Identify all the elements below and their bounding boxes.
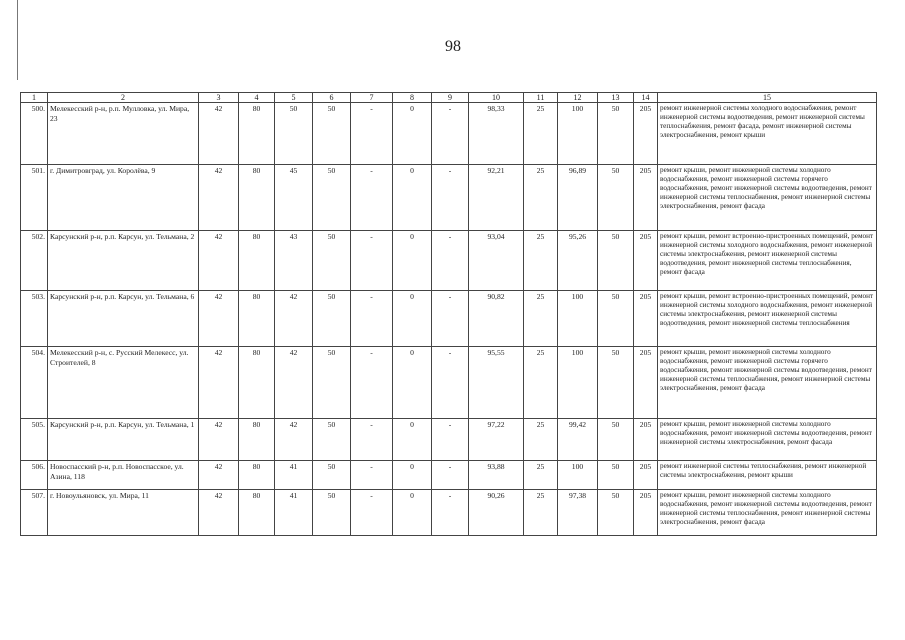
column-header: 11 <box>524 93 558 103</box>
value-cell-c14: 205 <box>634 347 658 419</box>
value-cell-c8: 0 <box>393 103 432 165</box>
table-body <box>21 103 877 536</box>
address-cell: Новоспасский р-н, р.п. Новоспасское, ул. Азина, 118 <box>48 461 199 490</box>
works-cell: ремонт крыши, ремонт встроенно-пристроенных помещений, ремонт инженерной системы холодного водоснабжения, ремонт инженерной системы электроснабжения, ремонт инженерной системы водоотведения, ремонт инженерной системы теплоснабжения <box>658 291 877 347</box>
value-cell-c8: 0 <box>393 291 432 347</box>
works-cell: ремонт инженерной системы холодного водоснабжения, ремонт инженерной системы водоотведения, ремонт инженерной системы теплоснабжения, ремонт фасада, ремонт инженерной системы электроснабжения, ремонт крыши <box>658 103 877 165</box>
value-cell-c9: - <box>432 231 469 291</box>
value-cell-c6: 50 <box>313 490 351 536</box>
table-row <box>21 490 877 536</box>
value-cell-c8: 0 <box>393 231 432 291</box>
value-cell-c4: 80 <box>239 461 275 490</box>
column-header: 9 <box>432 93 469 103</box>
value-cell-c9: - <box>432 347 469 419</box>
value-cell-c11: 25 <box>524 165 558 231</box>
value-cell-c4: 80 <box>239 347 275 419</box>
column-header: 7 <box>351 93 393 103</box>
row-number: 505. <box>21 419 48 461</box>
page-number: 98 <box>445 38 461 55</box>
value-cell-c5: 50 <box>275 103 313 165</box>
value-cell-c5: 42 <box>275 419 313 461</box>
value-cell-c12: 100 <box>558 461 598 490</box>
value-cell-c14: 205 <box>634 461 658 490</box>
value-cell-c3: 42 <box>199 103 239 165</box>
works-cell: ремонт крыши, ремонт инженерной системы холодного водоснабжения, ремонт инженерной системы водоотведения, ремонт инженерной системы теплоснабжения, ремонт инженерной системы электроснабжения, ремонт фасада <box>658 490 877 536</box>
value-cell-c10: 93,88 <box>469 461 524 490</box>
value-cell-c6: 50 <box>313 291 351 347</box>
value-cell-c7: - <box>351 461 393 490</box>
works-cell: ремонт крыши, ремонт встроенно-пристроенных помещений, ремонт инженерной системы холодного водоснабжения, ремонт инженерной системы электроснабжения, ремонт инженерной системы водоотведения, ремонт инженерной системы теплоснабжения, ремонт фасада <box>658 231 877 291</box>
value-cell-c13: 50 <box>598 490 634 536</box>
row-number: 501. <box>21 165 48 231</box>
value-cell-c3: 42 <box>199 490 239 536</box>
value-cell-c5: 41 <box>275 461 313 490</box>
column-header: 15 <box>658 93 877 103</box>
value-cell-c9: - <box>432 461 469 490</box>
value-cell-c11: 25 <box>524 291 558 347</box>
value-cell-c8: 0 <box>393 347 432 419</box>
value-cell-c8: 0 <box>393 461 432 490</box>
works-cell: ремонт инженерной системы теплоснабжения, ремонт инженерной системы электроснабжения, ремонт крыши <box>658 461 877 490</box>
value-cell-c4: 80 <box>239 103 275 165</box>
value-cell-c12: 97,38 <box>558 490 598 536</box>
value-cell-c10: 95,55 <box>469 347 524 419</box>
margin-rule <box>17 0 18 80</box>
repair-register-table <box>20 92 877 536</box>
value-cell-c10: 90,26 <box>469 490 524 536</box>
value-cell-c6: 50 <box>313 165 351 231</box>
value-cell-c6: 50 <box>313 231 351 291</box>
value-cell-c9: - <box>432 291 469 347</box>
column-header: 8 <box>393 93 432 103</box>
column-header: 13 <box>598 93 634 103</box>
value-cell-c4: 80 <box>239 231 275 291</box>
value-cell-c12: 96,89 <box>558 165 598 231</box>
address-cell: Мелекесский р-н, с. Русский Мелекесс, ул. Строителей, 8 <box>48 347 199 419</box>
value-cell-c8: 0 <box>393 490 432 536</box>
value-cell-c5: 42 <box>275 347 313 419</box>
row-number: 506. <box>21 461 48 490</box>
value-cell-c7: - <box>351 490 393 536</box>
value-cell-c3: 42 <box>199 291 239 347</box>
column-header: 14 <box>634 93 658 103</box>
table-row <box>21 291 877 347</box>
column-header: 10 <box>469 93 524 103</box>
address-cell: г. Новоульяновск, ул. Мира, 11 <box>48 490 199 536</box>
row-number: 502. <box>21 231 48 291</box>
value-cell-c9: - <box>432 419 469 461</box>
works-cell: ремонт крыши, ремонт инженерной системы холодного водоснабжения, ремонт инженерной системы горячего водоснабжения, ремонт инженерной системы водоотведения, ремонт инженерной системы теплоснабжения, ремонт инженерной системы электроснабжения, ремонт фасада <box>658 165 877 231</box>
value-cell-c14: 205 <box>634 165 658 231</box>
value-cell-c12: 100 <box>558 103 598 165</box>
value-cell-c5: 41 <box>275 490 313 536</box>
value-cell-c13: 50 <box>598 103 634 165</box>
row-number: 507. <box>21 490 48 536</box>
table-row <box>21 419 877 461</box>
value-cell-c5: 45 <box>275 165 313 231</box>
table-row <box>21 103 877 165</box>
value-cell-c11: 25 <box>524 347 558 419</box>
table-row <box>21 461 877 490</box>
works-cell: ремонт крыши, ремонт инженерной системы холодного водоснабжения, ремонт инженерной системы водоотведения, ремонт инженерной системы электроснабжения, ремонт фасада <box>658 419 877 461</box>
column-header: 2 <box>48 93 199 103</box>
column-header: 1 <box>21 93 48 103</box>
value-cell-c9: - <box>432 490 469 536</box>
value-cell-c13: 50 <box>598 461 634 490</box>
column-header: 4 <box>239 93 275 103</box>
value-cell-c14: 205 <box>634 490 658 536</box>
column-header: 12 <box>558 93 598 103</box>
value-cell-c7: - <box>351 347 393 419</box>
row-number: 503. <box>21 291 48 347</box>
value-cell-c5: 43 <box>275 231 313 291</box>
column-header: 5 <box>275 93 313 103</box>
value-cell-c3: 42 <box>199 165 239 231</box>
value-cell-c6: 50 <box>313 347 351 419</box>
value-cell-c11: 25 <box>524 231 558 291</box>
value-cell-c7: - <box>351 165 393 231</box>
value-cell-c13: 50 <box>598 419 634 461</box>
row-number: 504. <box>21 347 48 419</box>
value-cell-c7: - <box>351 419 393 461</box>
value-cell-c7: - <box>351 231 393 291</box>
table-row <box>21 347 877 419</box>
value-cell-c8: 0 <box>393 165 432 231</box>
value-cell-c13: 50 <box>598 165 634 231</box>
value-cell-c3: 42 <box>199 231 239 291</box>
value-cell-c6: 50 <box>313 419 351 461</box>
value-cell-c6: 50 <box>313 103 351 165</box>
value-cell-c9: - <box>432 103 469 165</box>
value-cell-c7: - <box>351 103 393 165</box>
table-row <box>21 165 877 231</box>
value-cell-c10: 90,82 <box>469 291 524 347</box>
value-cell-c5: 42 <box>275 291 313 347</box>
value-cell-c9: - <box>432 165 469 231</box>
value-cell-c11: 25 <box>524 419 558 461</box>
column-header: 3 <box>199 93 239 103</box>
address-cell: Карсунский р-н, р.п. Карсун, ул. Тельмана, 2 <box>48 231 199 291</box>
value-cell-c14: 205 <box>634 231 658 291</box>
address-cell: Мелекесский р-н, р.п. Мулловка, ул. Мира, 23 <box>48 103 199 165</box>
column-header: 6 <box>313 93 351 103</box>
value-cell-c3: 42 <box>199 419 239 461</box>
value-cell-c12: 100 <box>558 347 598 419</box>
value-cell-c3: 42 <box>199 461 239 490</box>
address-cell: Карсунский р-н, р.п. Карсун, ул. Тельмана, 1 <box>48 419 199 461</box>
value-cell-c10: 98,33 <box>469 103 524 165</box>
value-cell-c4: 80 <box>239 165 275 231</box>
value-cell-c14: 205 <box>634 291 658 347</box>
value-cell-c10: 97,22 <box>469 419 524 461</box>
row-number: 500. <box>21 103 48 165</box>
value-cell-c13: 50 <box>598 231 634 291</box>
value-cell-c4: 80 <box>239 419 275 461</box>
value-cell-c3: 42 <box>199 347 239 419</box>
value-cell-c13: 50 <box>598 347 634 419</box>
value-cell-c10: 93,04 <box>469 231 524 291</box>
value-cell-c14: 205 <box>634 103 658 165</box>
value-cell-c8: 0 <box>393 419 432 461</box>
value-cell-c6: 50 <box>313 461 351 490</box>
value-cell-c12: 95,26 <box>558 231 598 291</box>
value-cell-c4: 80 <box>239 490 275 536</box>
value-cell-c10: 92,21 <box>469 165 524 231</box>
value-cell-c13: 50 <box>598 291 634 347</box>
column-number-row <box>21 93 877 103</box>
address-cell: Карсунский р-н, р.п. Карсун, ул. Тельмана, 6 <box>48 291 199 347</box>
table-row <box>21 231 877 291</box>
value-cell-c12: 99,42 <box>558 419 598 461</box>
value-cell-c11: 25 <box>524 490 558 536</box>
value-cell-c11: 25 <box>524 461 558 490</box>
value-cell-c4: 80 <box>239 291 275 347</box>
address-cell: г. Димитровград, ул. Королёва, 9 <box>48 165 199 231</box>
value-cell-c14: 205 <box>634 419 658 461</box>
works-cell: ремонт крыши, ремонт инженерной системы холодного водоснабжения, ремонт инженерной системы горячего водоснабжения, ремонт инженерной системы водоотведения, ремонт инженерной системы теплоснабжения, ремонт инженерной системы электроснабжения, ремонт фасада <box>658 347 877 419</box>
value-cell-c12: 100 <box>558 291 598 347</box>
value-cell-c7: - <box>351 291 393 347</box>
value-cell-c11: 25 <box>524 103 558 165</box>
